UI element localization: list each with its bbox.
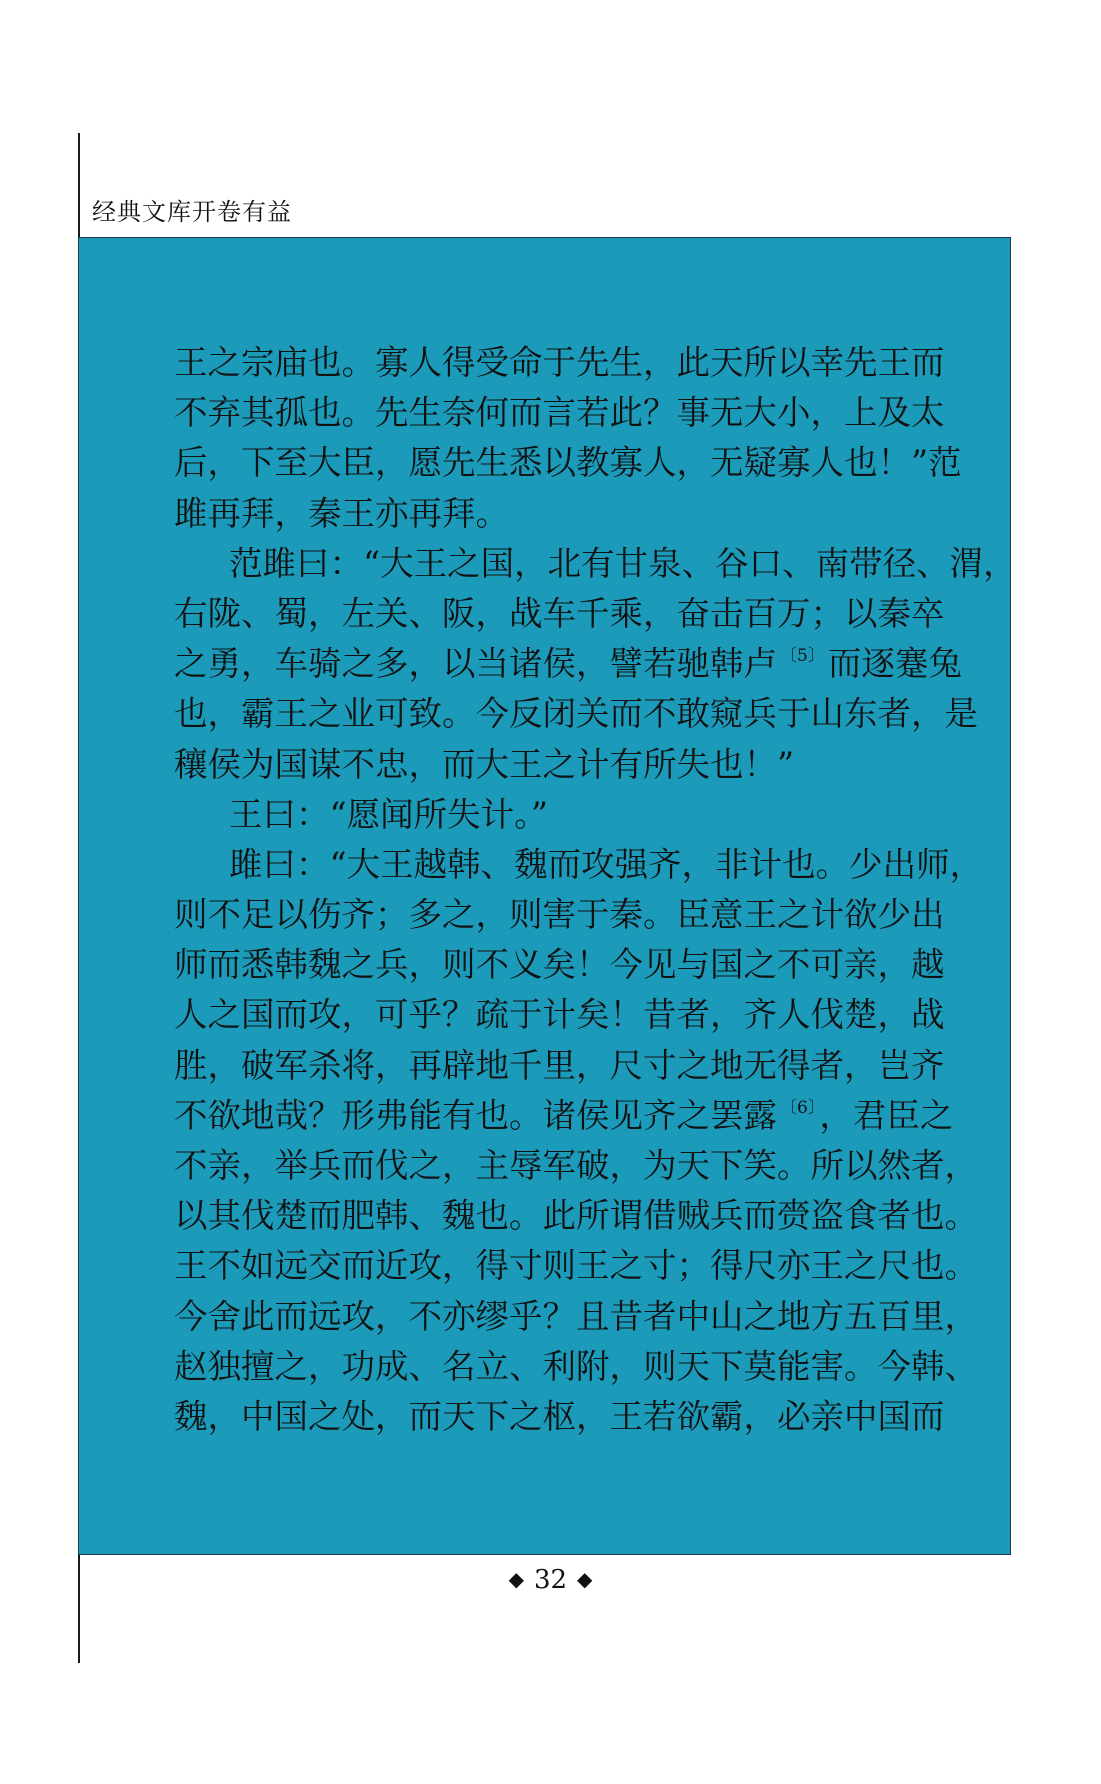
- text-line: 右陇、蜀，左关、阪，战车千乘，奋击百万；以秦卒: [174, 593, 945, 633]
- text-line: 今舍此而远攻，不亦缪乎？且昔者中山之地方五百里，: [174, 1296, 978, 1336]
- diamond-ornament-icon: ◆: [577, 1567, 593, 1591]
- page-number-value: 32: [533, 1565, 568, 1595]
- paragraph-start-line: 雎曰：“大王越韩、魏而攻强齐，非计也。少出师，: [229, 844, 984, 884]
- text-line: 王之宗庙也。寡人得受命于先生，此天所以幸先王而: [174, 343, 945, 382]
- text-line: 人之国而攻，可乎？疏于计矣！昔者，齐人伐楚，战: [174, 995, 945, 1035]
- text-line-with-note: [174, 639, 962, 689]
- text-line: 也，霸王之业可致。今反闭关而不敢窥兵于山东者，是: [174, 694, 978, 734]
- text-segment: ，君臣之: [819, 1095, 954, 1135]
- footnote-marker-5[interactable]: 〔5〕: [780, 646, 825, 667]
- text-line: 穰侯为国谋不忠，而大王之计有所失也！”: [174, 744, 795, 784]
- text-segment: 不欲地哉？形弗能有也。诸侯见齐之罢露: [174, 1095, 777, 1135]
- text-segment: 而逐蹇兔: [827, 644, 962, 684]
- text-line: 魏，中国之处，而天下之枢，王若欲霸，必亲中国而: [174, 1396, 945, 1436]
- paragraph-start-line: 范雎曰：“大王之国，北有甘泉、谷口、南带径、渭，: [229, 543, 1017, 583]
- footnote-marker-6[interactable]: 〔6〕: [780, 1097, 817, 1118]
- text-line: 不弃其孤也。先生奈何而言若此？事无大小，上及太: [174, 393, 945, 433]
- text-line: 后，下至大臣，愿先生悉以教寡人，无疑寡人也！”范: [174, 443, 962, 483]
- text-line: 胜，破军杀将，再辟地千里，尺寸之地无得者，岂齐: [174, 1045, 945, 1085]
- text-line-with-note: [174, 1091, 954, 1141]
- running-header: 经典文库开卷有益: [92, 198, 292, 226]
- text-segment: 之勇，车骑之多，以当诸侯，譬若驰韩卢: [174, 644, 777, 684]
- text-line: 师而悉韩魏之兵，则不义矣！今见与国之不可亲，越: [174, 945, 945, 985]
- content-panel: [78, 237, 1017, 1555]
- body-text: [174, 338, 1017, 1442]
- diamond-ornament-icon: ◆: [508, 1567, 524, 1591]
- text-line: 雎再拜，秦王亦再拜。: [174, 493, 509, 533]
- text-line: 不亲，举兵而伐之，主辱军破，为天下笑。所以然者，: [174, 1146, 978, 1185]
- text-line: 王不如远交而近攻，得寸则王之寸；得尺亦王之尺也。: [174, 1246, 978, 1286]
- page-number: [0, 1565, 1101, 1595]
- text-line: 以其伐楚而肥韩、魏也。此所谓借贼兵而赍盗食者也。: [174, 1196, 978, 1236]
- text-line: 则不足以伤齐；多之，则害于秦。臣意王之计欲少出: [174, 895, 945, 935]
- text-line: 赵独擅之，功成、名立、利附，则天下莫能害。今韩、: [174, 1346, 978, 1386]
- paragraph-start-line: 王曰：“愿闻所失计。”: [229, 794, 549, 834]
